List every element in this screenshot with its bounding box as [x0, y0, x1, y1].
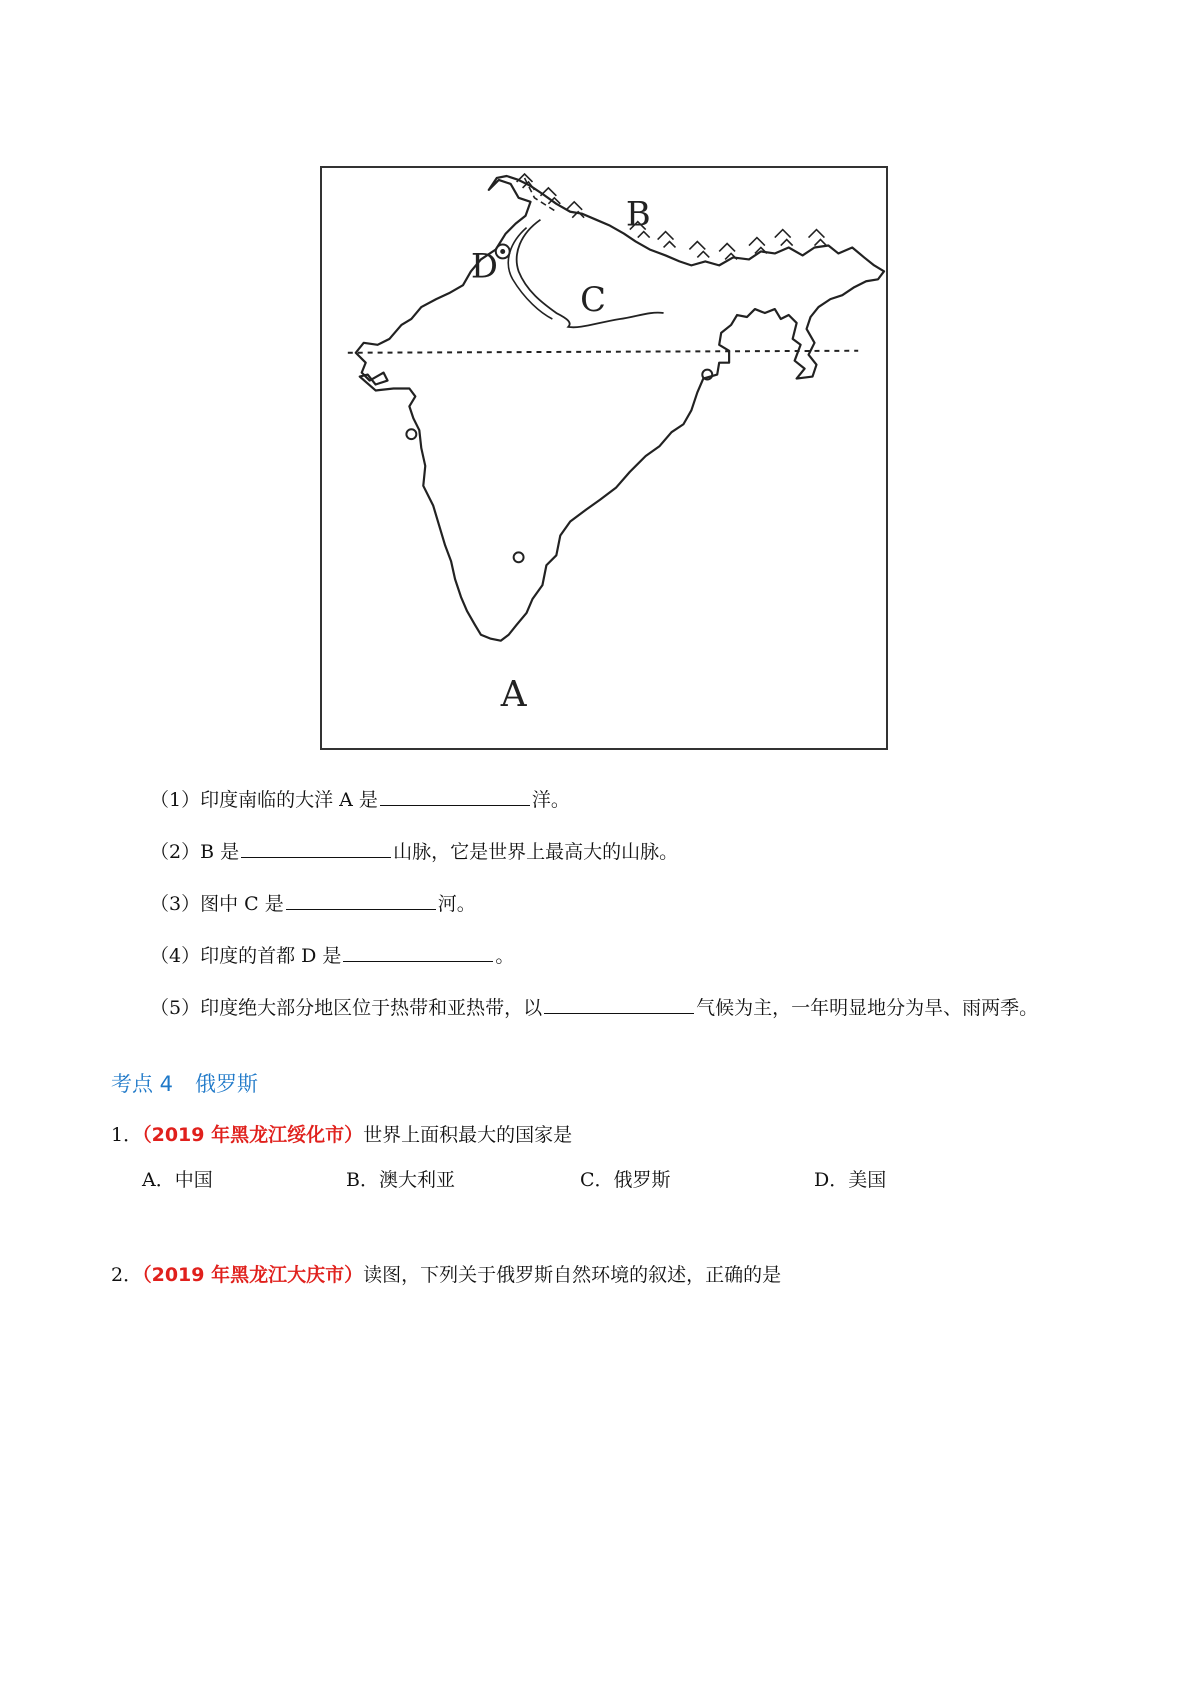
map-label-a: A [500, 674, 527, 716]
question-3-suffix: 河。 [437, 893, 476, 915]
question-3 [150, 890, 476, 918]
map-label-d: D [470, 246, 499, 286]
option-a[interactable]: A．中国 [142, 1169, 213, 1191]
section-heading [111, 1068, 258, 1098]
map-label-c: C [580, 280, 606, 320]
india-outline [356, 176, 884, 641]
question-1-text: （1）印度南临的大洋 A 是 [150, 789, 378, 811]
mumbai-city-marker [406, 429, 416, 439]
answer-blank-1[interactable] [380, 787, 530, 806]
india-map [322, 168, 886, 748]
answer-blank-5[interactable] [544, 995, 694, 1014]
answer-blank-3[interactable] [286, 891, 436, 910]
bangalore-city-marker [514, 552, 524, 562]
item-1-source: （2019 年黑龙江绥化市） [142, 1124, 364, 1146]
question-5 [150, 994, 1038, 1022]
question-2 [150, 838, 678, 866]
question-5-text: （5）印度绝大部分地区位于热带和亚热带，以 [150, 997, 543, 1019]
question-1-suffix: 洋。 [531, 789, 570, 811]
exam-item-1 [111, 1120, 572, 1147]
question-2-text: （2）B 是 [150, 841, 240, 863]
question-3-text: （3）图中 C 是 [150, 893, 284, 915]
question-4-suffix: 。 [495, 945, 515, 967]
section-label: 考点 4 [111, 1072, 174, 1096]
question-4 [150, 942, 514, 970]
option-b[interactable]: B．澳大利亚 [346, 1169, 455, 1191]
tropic-of-cancer [348, 351, 858, 353]
item-2-number: 2． [111, 1264, 143, 1286]
item-2-source: （2019 年黑龙江大庆市） [142, 1264, 364, 1286]
item-1-number: 1． [111, 1124, 143, 1146]
option-d[interactable]: D．美国 [814, 1169, 887, 1191]
india-map-figure [320, 166, 888, 750]
section-title: 俄罗斯 [195, 1072, 259, 1096]
question-5-suffix: 气候为主，一年明显地分为旱、雨两季。 [696, 997, 1039, 1019]
map-label-b: B [625, 194, 651, 234]
himalaya-mountains [517, 174, 827, 259]
item-2-stem: 读图，下列关于俄罗斯自然环境的叙述，正确的是 [363, 1264, 782, 1286]
question-4-text: （4）印度的首都 D 是 [150, 945, 342, 967]
item-1-stem: 世界上面积最大的国家是 [363, 1124, 573, 1146]
question-1 [150, 786, 570, 814]
question-2-suffix: 山脉，它是世界上最高大的山脉。 [393, 841, 679, 863]
answer-blank-4[interactable] [343, 943, 493, 962]
answer-blank-2[interactable] [241, 839, 391, 858]
exam-item-2 [111, 1260, 781, 1287]
option-c[interactable]: C．俄罗斯 [580, 1169, 671, 1191]
